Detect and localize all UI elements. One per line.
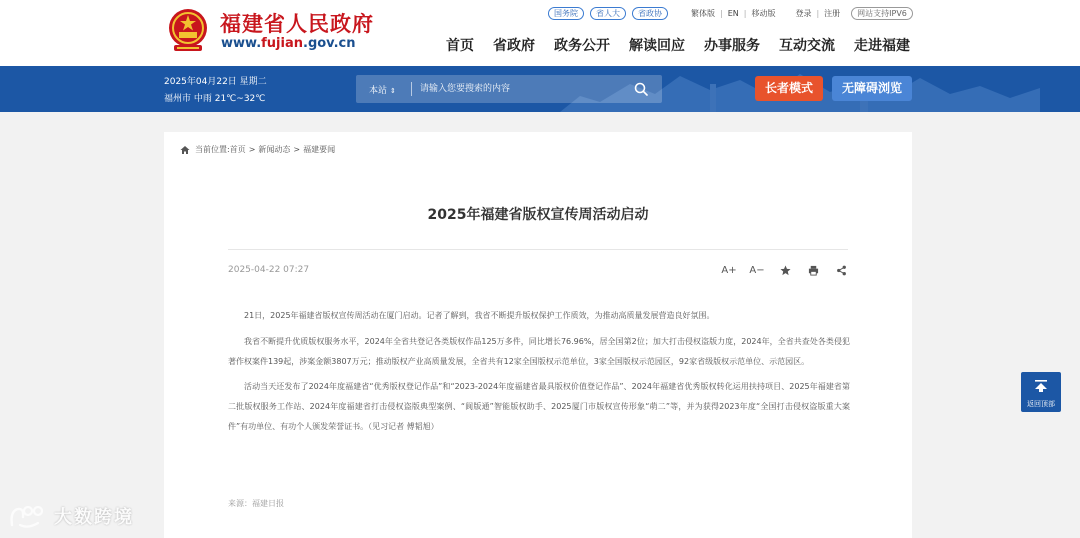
print-button[interactable] — [801, 263, 825, 277]
link-register[interactable]: 注册 — [824, 9, 841, 18]
nav-item-home[interactable]: 首页 — [446, 38, 474, 54]
search-bar — [356, 75, 662, 103]
watermark-text: 大数跨境 — [54, 507, 134, 528]
article-tools — [717, 263, 857, 277]
search-input[interactable] — [420, 81, 620, 97]
banner — [0, 66, 1080, 112]
font-increase-button[interactable]: A+ — [721, 264, 737, 276]
home-icon — [180, 145, 190, 155]
current-date: 2025年04月22日 星期二 — [164, 77, 267, 87]
link-state-council[interactable]: 国务院 — [548, 7, 584, 20]
breadcrumb-separator: > — [248, 145, 256, 154]
link-cppcc[interactable]: 省政协 — [632, 7, 668, 20]
sort-arrows-icon: ⇕ — [390, 87, 396, 95]
nav-item-provincial-government[interactable]: 省政府 — [493, 38, 535, 54]
breadcrumb — [180, 144, 335, 155]
article-title: 2025年福建省版权宣传周活动启动 — [427, 207, 649, 223]
url-prefix: www. — [221, 36, 262, 51]
search-icon[interactable] — [634, 82, 648, 96]
link-mobile[interactable]: 移动版 — [751, 9, 776, 18]
link-english[interactable]: EN — [727, 9, 739, 18]
breadcrumb-home[interactable]: 首页 — [229, 145, 246, 154]
search-divider — [411, 82, 412, 96]
star-icon — [780, 265, 791, 276]
site-name[interactable]: 福建省人民政府 — [220, 11, 374, 36]
search-scope-select[interactable] — [369, 83, 396, 96]
breadcrumb-news[interactable]: 新闻动态 — [258, 145, 291, 154]
article-body — [228, 306, 850, 437]
nav-item-government-affairs[interactable]: 政务公开 — [554, 38, 610, 54]
favorite-button[interactable] — [773, 263, 797, 277]
site-header — [0, 0, 1080, 66]
article-date: 2025-04-22 07:27 — [228, 265, 310, 275]
article-paragraph: 活动当天还发布了2024年度福建省“优秀版权登记作品”和“2023-2024年度福建省最具版权价值登记作品”、2024年福建省优秀版权转化运用扶持项目、2025年福建省第二批版权服务工作站、2024年度福建省打击侵权盗版典型案例、“阆版通”智能版权助手、2025厦门市版权宣传形象“萌二”等，并为获得2023年度“全国打击侵权盗版重大案件”有功单位、有功个人颁发荣誉证书。（见习记者 傅韬旭） — [228, 382, 850, 431]
article-card — [164, 132, 912, 538]
link-traditional[interactable]: 繁体版 — [691, 9, 715, 18]
search-scope-label: 本站 — [369, 86, 388, 96]
main-nav — [446, 35, 910, 55]
link-login[interactable]: 登录 — [795, 9, 812, 18]
nav-item-about-fujian[interactable]: 走进福建 — [854, 38, 910, 54]
font-decrease-button[interactable]: A− — [749, 264, 765, 276]
url-suffix: .gov.cn — [303, 36, 356, 51]
breadcrumb-prefix: 当前位置: — [195, 145, 230, 154]
site-url[interactable] — [221, 36, 356, 51]
article-source: 来源：福建日报 — [228, 499, 284, 508]
ipv6-badge: 网站支持IPV6 — [851, 7, 913, 20]
watermark — [8, 503, 134, 529]
back-to-top-button[interactable] — [1021, 372, 1061, 412]
nav-item-services[interactable]: 办事服务 — [704, 38, 760, 54]
nav-item-interpretation[interactable]: 解读回应 — [629, 38, 685, 54]
nav-item-interaction[interactable]: 互动交流 — [779, 38, 835, 54]
arrow-up-icon — [1034, 380, 1048, 392]
watermark-logo-icon — [8, 503, 48, 529]
top-links: 国务院 省人大 省政协 繁体版 | EN | 移动版 登录 | 注册 网站支持IPV6 — [548, 7, 913, 20]
share-button[interactable] — [829, 263, 853, 277]
elder-mode-button[interactable]: 长者模式 — [755, 76, 823, 101]
breadcrumb-separator: > — [293, 145, 301, 154]
back-to-top-label: 返回顶部 — [1027, 400, 1055, 408]
breadcrumb-fujian-news[interactable]: 福建要闻 — [303, 145, 336, 154]
national-emblem-icon[interactable] — [166, 7, 210, 53]
printer-icon — [808, 265, 819, 276]
article-paragraph: 我省不断提升优质版权服务水平，2024年全省共登记各类版权作品125万多件，同比增长76.96%，居全国第2位；加大打击侵权盗版力度，2024年，全省共查处各类侵犯著作权案件139起，涉案金额3807万元；推动版权产业高质量发展，全省共有12家全国版权示范单位，3家全国版权示范园区，92家省级版权示范单位、示范园区。 — [228, 337, 850, 366]
url-domain: fujian — [261, 36, 303, 51]
article-paragraph: 21日，2025年福建省版权宣传周活动在厦门启动。记者了解到，我省不断提升版权保护工作质效，为推动高质量发展营造良好氛围。 — [244, 311, 715, 320]
title-divider — [228, 249, 848, 250]
share-icon — [836, 265, 847, 276]
weather-info: 福州市 中雨 21℃~32℃ — [164, 94, 266, 104]
accessible-browse-button[interactable]: 无障碍浏览 — [832, 76, 912, 101]
link-npc[interactable]: 省人大 — [590, 7, 626, 20]
